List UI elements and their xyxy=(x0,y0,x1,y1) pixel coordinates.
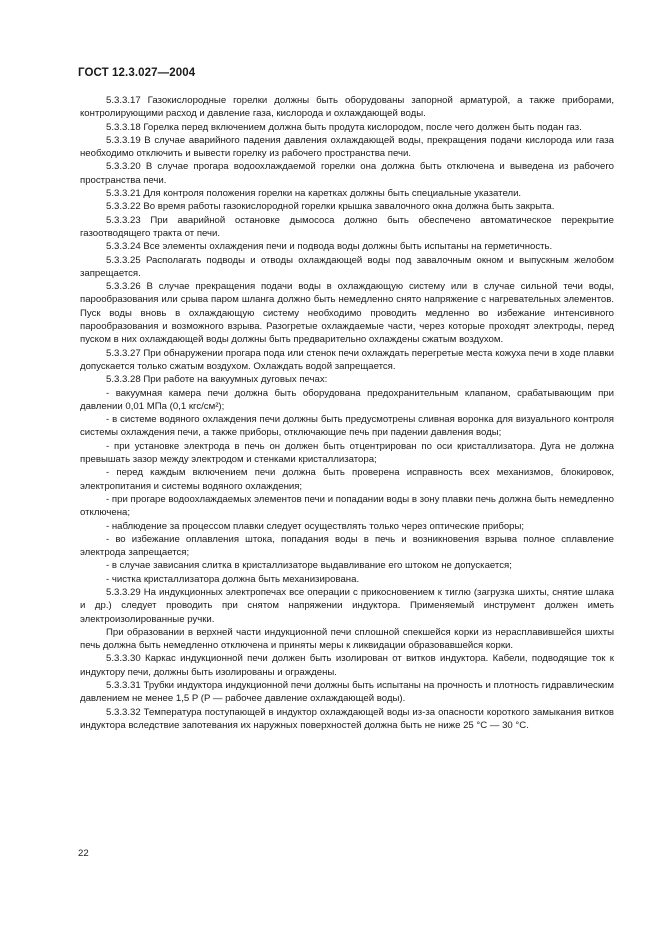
paragraph-5-3-3-24: 5.3.3.24 Все элементы охлаждения печи и подвода воды должны быть испытаны на герметичность. xyxy=(106,241,553,253)
paragraph-5-3-3-25: 5.3.3.25 Располагать подводы и отводы охлаждающей воды под завалочным окном и выпускным желобом запрещается. xyxy=(80,254,614,279)
list-item: - наблюдение за процессом плавки следует осуществлять только через оптические приборы; xyxy=(106,520,525,532)
list-item: - вакуумная камера печи должна быть оборудована предохранительным клапаном, срабатывающим при давлении 0,01 МПа (0,1 кгс/см²); xyxy=(80,387,614,412)
paragraph-5-3-3-29: 5.3.3.29 На индукционных электропечах все операции с прикосновением к тиглю (загрузка шихты, снятие шлака и др.) следует проводить при снятом напряжении индуктора. Применяемый инструмент должен иметь электроизолированные ручки. xyxy=(80,586,614,625)
document-body xyxy=(80,94,614,732)
list-item: - во избежание оплавления штока, попадания воды в печь и возникновения взрыва полное сплавление электрода запрещается; xyxy=(80,533,614,559)
paragraph-5-3-3-26: 5.3.3.26 В случае прекращения подачи воды в охлаждающую систему или в случае сильной течи воды, парообразования или срыва паром шланга должно быть немедленно снято напряжение с нагревательных элементов. Пуск воды вновь в охлаждающую систему необходимо проводить медленно во избежание интенсивного парообразования и возможного взрыва. Разогретые охлаждаемые части, через которые проходят электроды, перед пуском в них охлаждающей воды должны быть предварительно охлаждены сжатым воздухом. xyxy=(80,281,614,346)
paragraph-5-3-3-19: 5.3.3.19 В случае аварийного падения давления охлаждающей воды, прекращения подачи кислорода или газа необходимо отключить и вывести горелку из рабочего пространства печи. xyxy=(80,134,614,160)
page-number: 22 xyxy=(78,848,89,859)
paragraph-5-3-3-30: 5.3.3.30 Каркас индукционной печи должен быть изолирован от витков индуктора. Кабели, подводящие ток к индуктору печи, должны быть изолированы и ограждены. xyxy=(80,653,614,678)
paragraph-5-3-3-20: 5.3.3.20 В случае прогара водоохлаждаемой горелки она должна быть отключена и выведена из рабочего пространства печи. xyxy=(80,161,614,186)
paragraph-5-3-3-31: 5.3.3.31 Трубки индуктора индукционной печи должны быть испытаны на прочность и плотность гидравлическим давлением не менее 1,5 P (P — рабочее давление охлаждающей воды). xyxy=(80,680,614,705)
paragraph-5-3-3-18: 5.3.3.18 Горелка перед включением должна быть продута кислородом, после чего должен быть подан газ. xyxy=(106,121,582,133)
list-item: - перед каждым включением печи должна быть проверена исправность всех механизмов, блокировок, электропитания и системы водяного охлаждения; xyxy=(80,467,614,492)
paragraph-5-3-3-22: 5.3.3.22 Во время работы газокислородной горелки крышка завалочного окна должна быть закрыта. xyxy=(106,201,555,213)
document-header: ГОСТ 12.3.027—2004 xyxy=(78,67,196,79)
list-item: - при установке электрода в печь он должен быть отцентрирован по оси кристаллизатора. Дуга не должна превышать зазор между электродом и стенками кристаллизатора; xyxy=(80,440,614,466)
paragraph-5-3-3-29-continued: При образовании в верхней части индукционной печи сплошной спекшейся корки из нерасплавившейся шихты печь должна быть немедленно отключена и приняты меры к ликвидации образовавшейся корки. xyxy=(80,626,614,652)
paragraph-5-3-3-21: 5.3.3.21 Для контроля положения горелки на каретках должны быть специальные указатели. xyxy=(106,188,522,200)
paragraph-5-3-3-23: 5.3.3.23 При аварийной остановке дымососа должно быть обеспечено автоматическое перекрытие газоотводящего тракта от печи. xyxy=(80,214,614,239)
list-item: - в системе водяного охлаждения печи должны быть предусмотрены сливная воронка для визуального контроля системы охлаждения печи, а также приборы, отключающие печь при падении давления воды; xyxy=(80,414,614,439)
list-item: - чистка кристаллизатора должна быть механизирована. xyxy=(106,573,360,585)
list-item: - при прогаре водоохлаждаемых элементов печи и попадании воды в зону плавки печь должна быть немедленно отключена; xyxy=(80,493,614,519)
paragraph-5-3-3-17: 5.3.3.17 Газокислородные горелки должны быть оборудованы запорной арматурой, а также приборами, контролирующими расход и давление газа, кислорода и охлаждающей воды. xyxy=(80,95,614,120)
paragraph-5-3-3-27: 5.3.3.27 При обнаружении прогара пода или стенок печи охлаждать перегретые места кожуха печи в ходе плавки допускается только сжатым воздухом. Охлаждать водой запрещается. xyxy=(80,347,614,372)
paragraph-5-3-3-32: 5.3.3.32 Температура поступающей в индуктор охлаждающей воды из-за опасности короткого замыкания витков индуктора вследствие запотевания их наружных поверхностей должна быть не ниже 25 °С — 30 °С. xyxy=(80,706,614,731)
paragraph-5-3-3-28: 5.3.3.28 При работе на вакуумных дуговых печах: xyxy=(106,374,328,386)
list-item: - в случае зависания слитка в кристаллизаторе выдавливание его штоком не допускается; xyxy=(106,560,512,572)
